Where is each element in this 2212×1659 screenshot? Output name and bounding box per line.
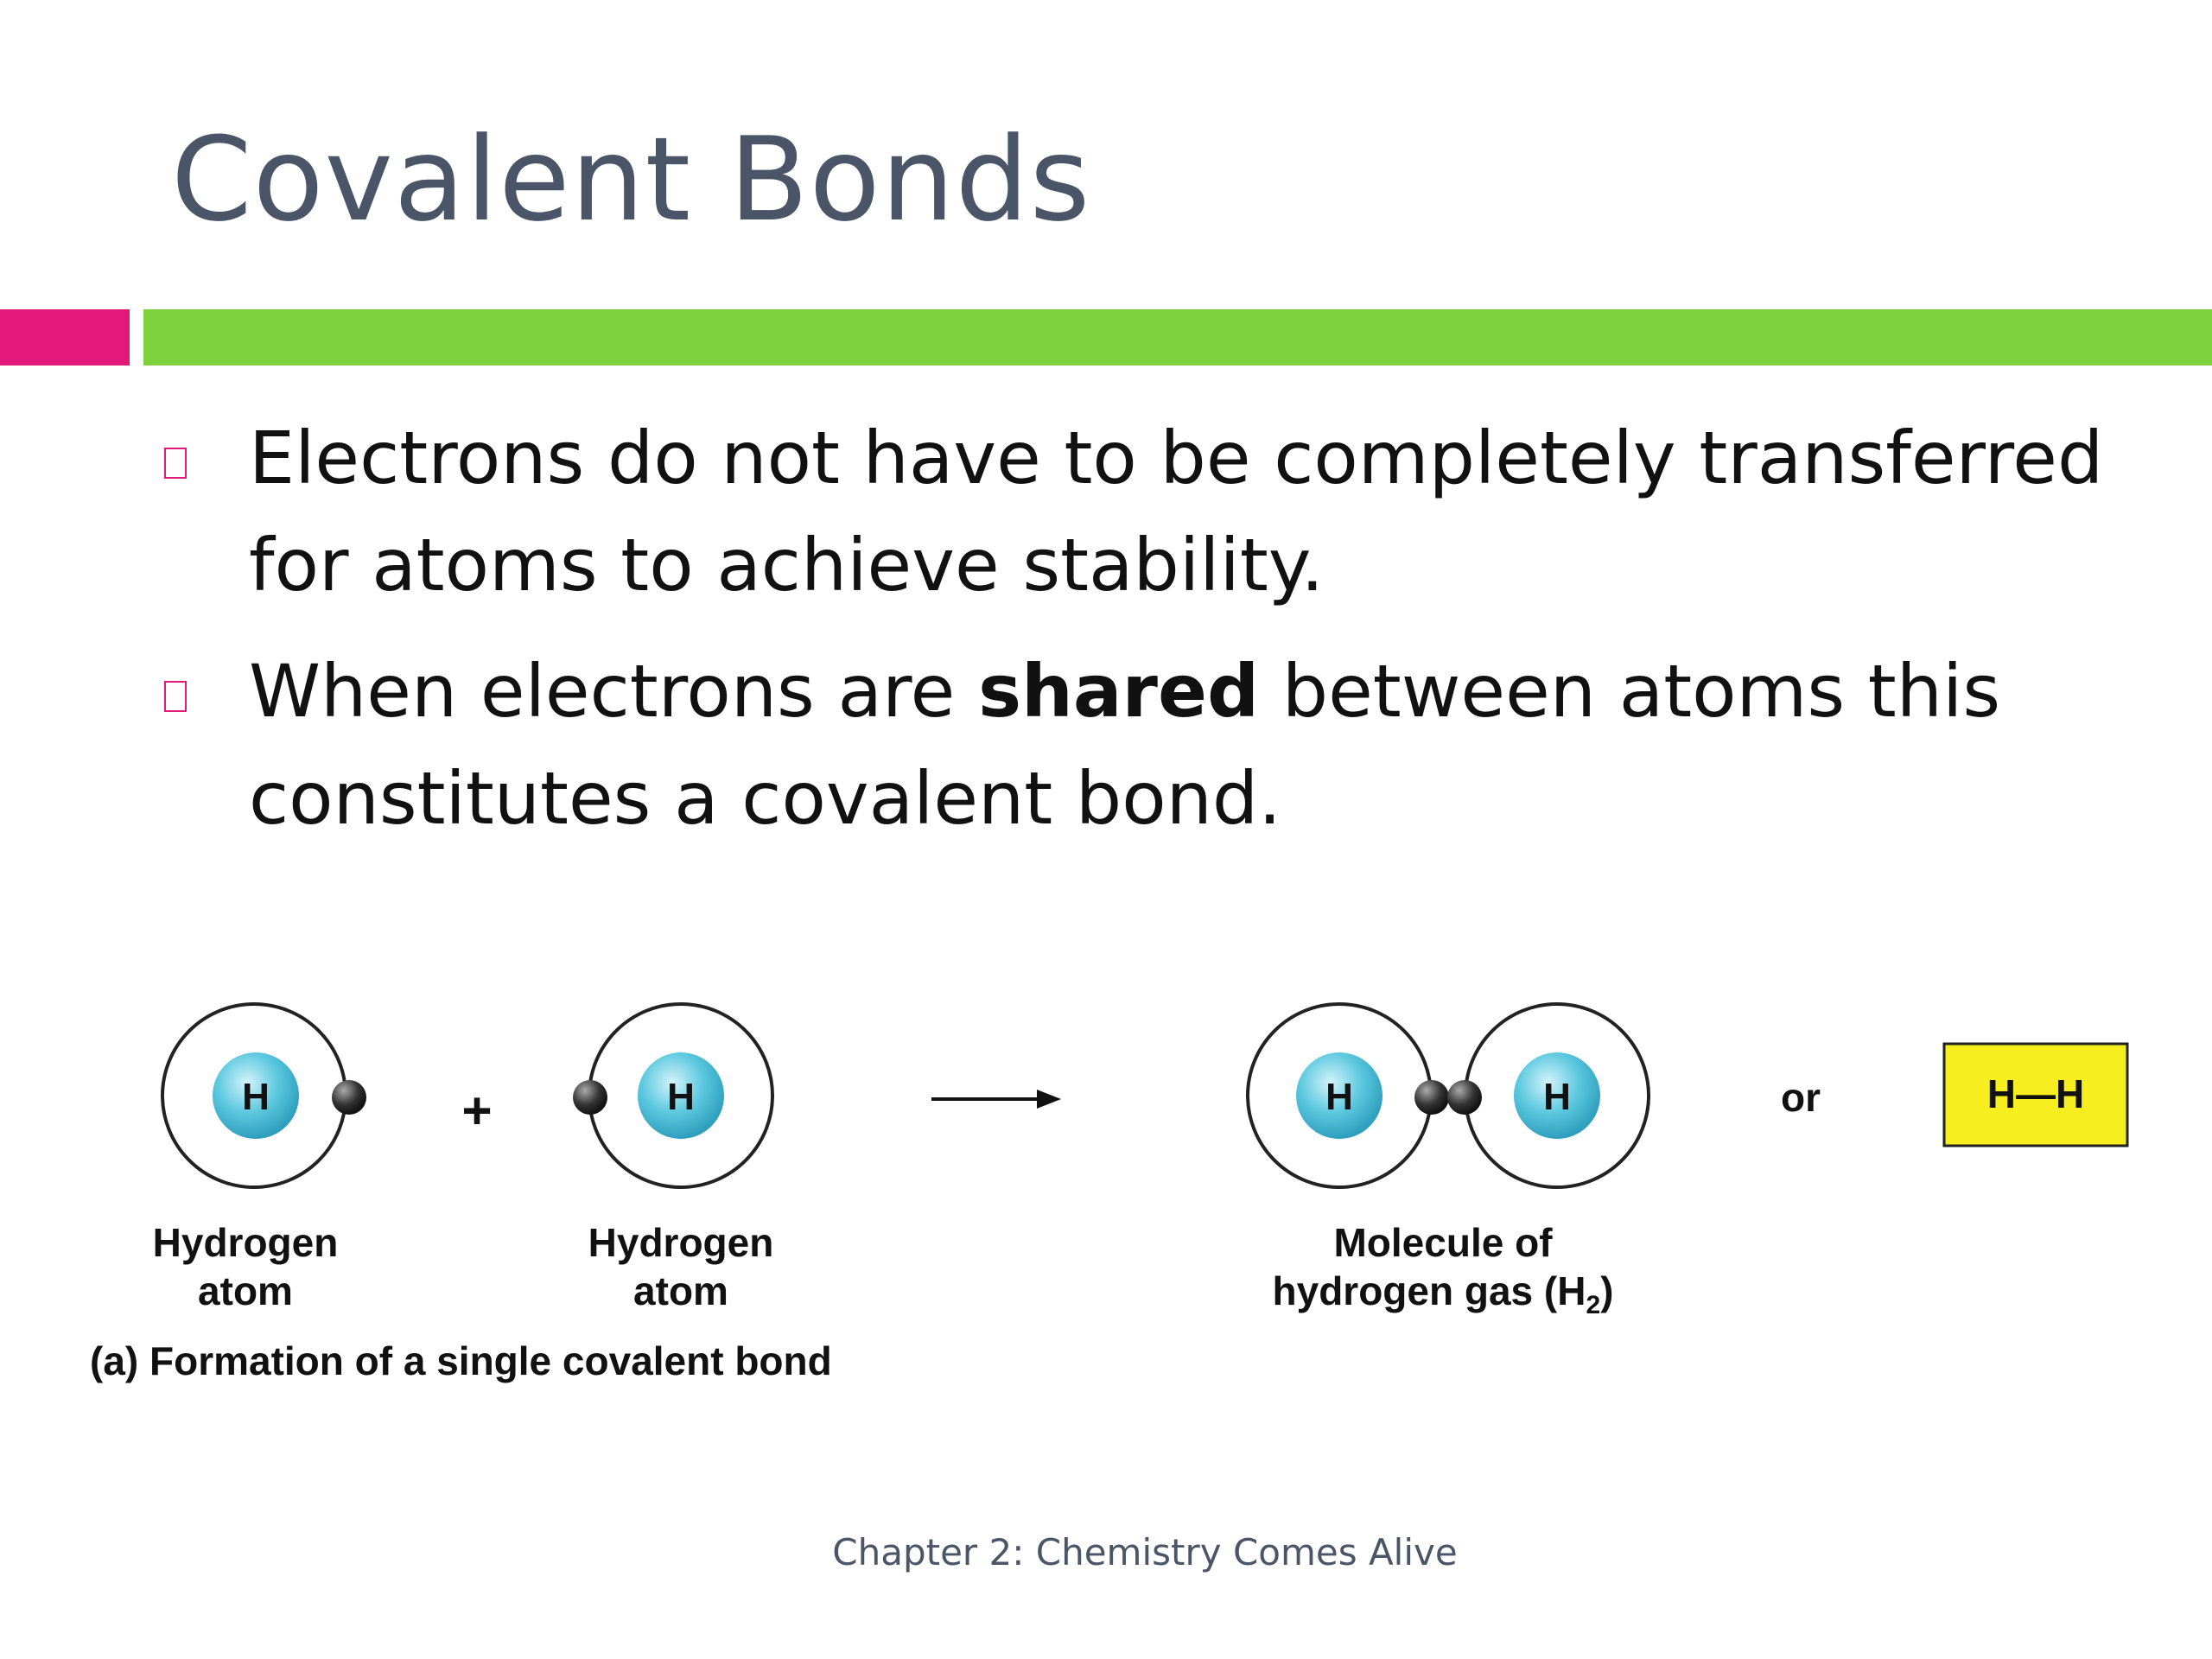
bullet-item	[164, 638, 2152, 852]
figure-caption: (a) Formation of a single covalent bond	[90, 1338, 832, 1383]
electron-icon	[1414, 1080, 1449, 1115]
subscript: 2	[1586, 1291, 1601, 1320]
label-line: Hydrogen	[152, 1220, 339, 1265]
bullet-marker-icon	[164, 681, 187, 712]
bullet-list	[164, 404, 2152, 871]
bullet-text-bold: shared	[978, 649, 1260, 734]
bullet-marker-icon	[164, 448, 187, 479]
structural-formula: H—H	[1986, 1071, 2085, 1116]
atom-symbol: H	[1325, 1076, 1353, 1118]
atom-symbol: H	[1543, 1076, 1571, 1118]
label-line: Molecule of	[1333, 1220, 1553, 1265]
reaction-arrow-icon	[931, 1090, 1061, 1109]
electron-icon	[332, 1080, 366, 1115]
bullet-text: When electrons are	[249, 649, 979, 734]
electron-icon	[1447, 1080, 1482, 1115]
plus-sign: +	[461, 1082, 493, 1140]
label-line: atom	[198, 1268, 293, 1313]
slide-title: Covalent Bonds	[171, 112, 1091, 247]
hydrogen-molecule	[1248, 1004, 1649, 1187]
accent-bar-green	[143, 309, 2212, 365]
hydrogen-atom-2	[573, 1004, 772, 1187]
or-label: or	[1781, 1075, 1821, 1120]
bullet-item	[164, 404, 2152, 619]
label-text: )	[1600, 1268, 1614, 1313]
accent-bar-pink	[0, 309, 130, 365]
bullet-text: Electrons do not have to be completely transferred for atoms to achieve stability.	[249, 416, 2104, 607]
structural-formula-box	[1944, 1044, 2127, 1146]
label-line	[1227, 1267, 1659, 1330]
atom-symbol: H	[667, 1076, 695, 1118]
label-hydrogen-atom-1	[116, 1218, 375, 1315]
bullet-text: between atoms this constitutes a covalent bond.	[249, 649, 2001, 841]
label-hydrogen-atom-2	[551, 1218, 810, 1315]
label-line: Hydrogen	[588, 1220, 774, 1265]
atom-symbol: H	[242, 1076, 270, 1118]
label-text: hydrogen gas (H	[1272, 1268, 1586, 1313]
electron-icon	[573, 1080, 607, 1115]
slide-footer: Chapter 2: Chemistry Comes Alive	[832, 1531, 1458, 1573]
label-hydrogen-molecule	[1227, 1218, 1659, 1330]
hydrogen-atom-1	[162, 1004, 366, 1187]
label-line: atom	[633, 1268, 728, 1313]
